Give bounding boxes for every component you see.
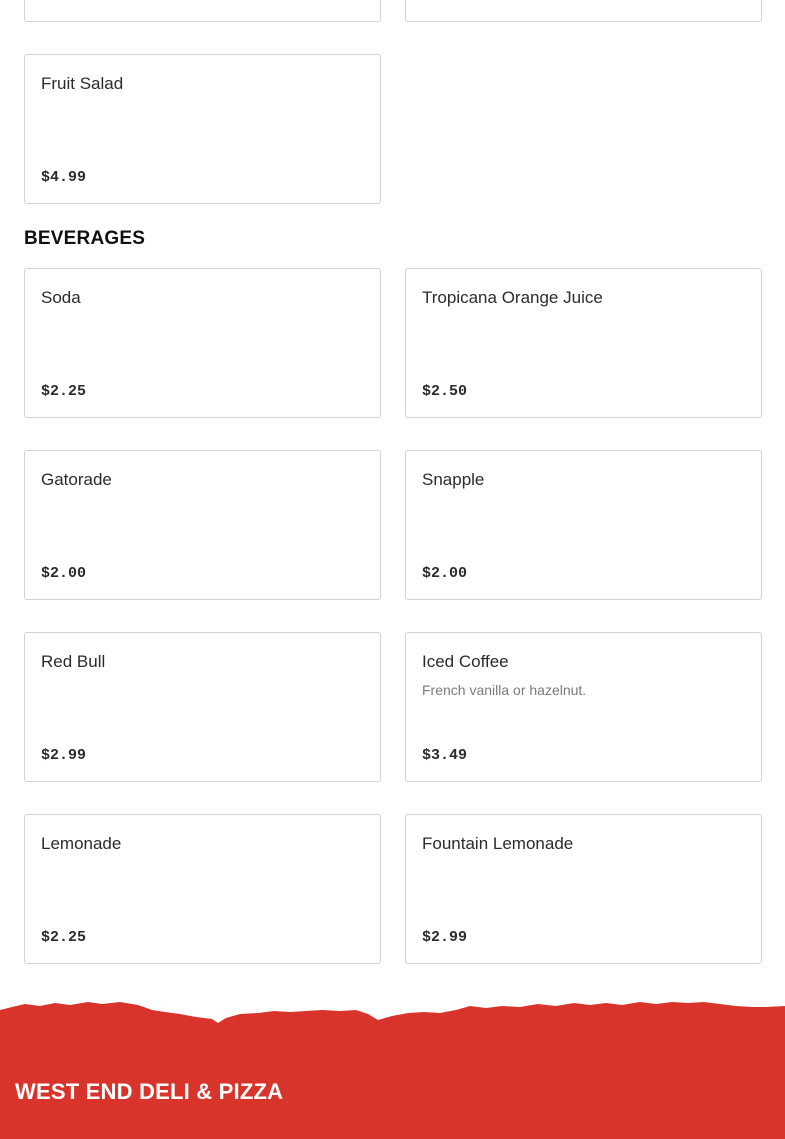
item-price: $4.99 [41, 169, 87, 186]
item-name: Iced Coffee [422, 652, 509, 671]
menu-item-soda[interactable] [24, 268, 381, 418]
item-price: $2.99 [41, 747, 87, 764]
menu-item-card[interactable] [405, 0, 762, 22]
site-footer [0, 990, 785, 1139]
item-price: $2.25 [41, 383, 87, 400]
menu-item-fruit-salad[interactable] [24, 54, 381, 204]
item-description: French vanilla or hazelnut. [422, 682, 587, 698]
item-name: Lemonade [41, 834, 122, 853]
item-name: Fountain Lemonade [422, 834, 574, 853]
menu-item-red-bull[interactable] [24, 632, 381, 782]
item-price: $3.49 [422, 747, 468, 764]
footer-fill [0, 1002, 785, 1139]
restaurant-name: WEST END DELI & PIZZA [15, 1079, 284, 1104]
item-name: Soda [41, 288, 81, 307]
menu-item-iced-coffee[interactable] [405, 632, 762, 782]
section-title-beverages: BEVERAGES [24, 228, 146, 249]
item-name: Fruit Salad [41, 74, 124, 93]
menu-item-snapple[interactable] [405, 450, 762, 600]
menu-item-gatorade[interactable] [24, 450, 381, 600]
menu-item-fountain-lemonade[interactable] [405, 814, 762, 964]
item-price: $2.25 [41, 929, 87, 946]
item-name: Red Bull [41, 652, 106, 671]
item-price: $2.00 [422, 565, 468, 582]
item-name: Snapple [422, 470, 485, 489]
menu-item-card[interactable] [24, 0, 381, 22]
menu-item-tropicana-orange-juice[interactable] [405, 268, 762, 418]
menu-item-lemonade[interactable] [24, 814, 381, 964]
torn-edge-background [0, 990, 785, 1139]
item-price: $2.00 [41, 565, 87, 582]
item-name: Gatorade [41, 470, 112, 489]
item-price: $2.99 [422, 929, 468, 946]
item-price: $2.50 [422, 383, 468, 400]
item-name: Tropicana Orange Juice [422, 288, 603, 307]
